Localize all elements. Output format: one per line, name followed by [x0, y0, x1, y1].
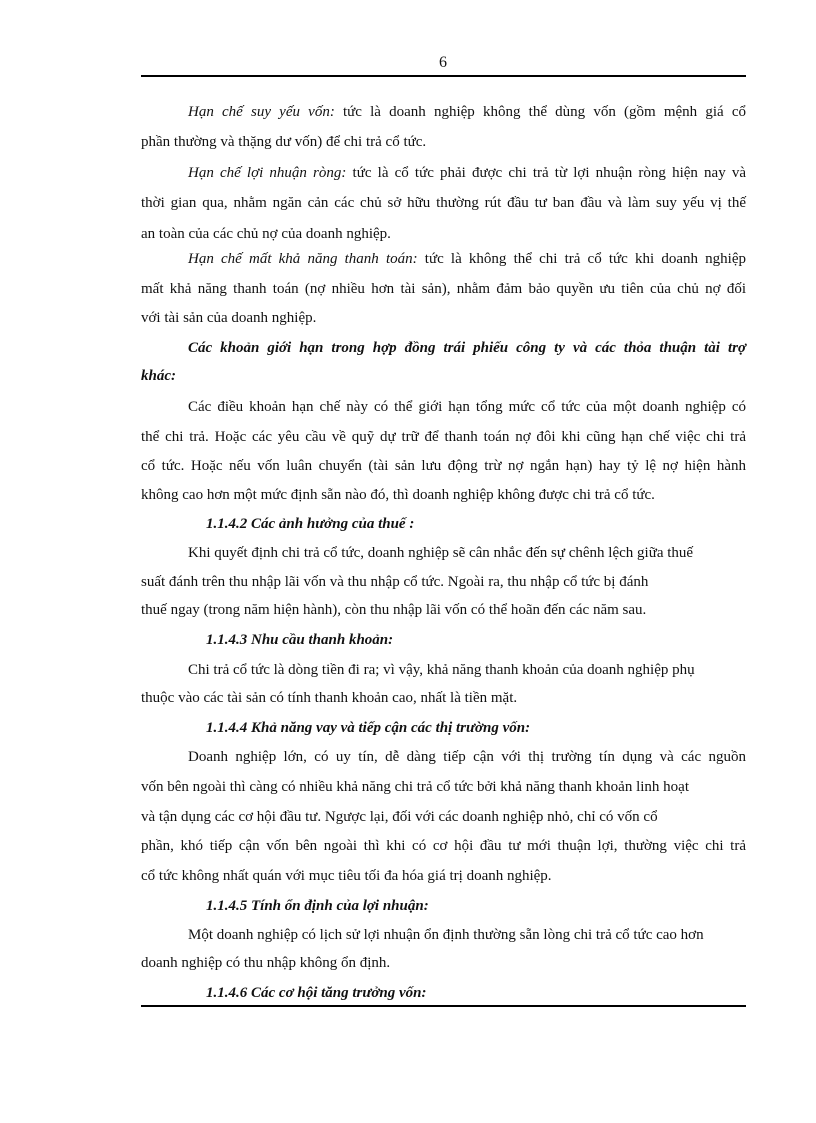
paragraph-line: suất đánh trên thu nhập lãi vốn và thu nhập cổ tức. Ngoài ra, thu nhập cổ tức bị đánh — [141, 574, 649, 590]
paragraph-line: Chi trả cổ tức là dòng tiền đi ra; vì vậy, khả năng thanh khoản của doanh nghiệp phụ — [188, 662, 695, 678]
paragraph-line: Các điều khoản hạn chế này có thể giới hạn tổng mức cổ tức của một doanh nghiệp có — [188, 399, 746, 415]
paragraph-line: phần thường và thặng dư vốn) để chi trả cổ tức. — [141, 134, 427, 150]
paragraph-line: thời gian qua, nhằm ngăn cản các chủ sở hữu thường rút đầu tư ban đầu và làm suy yếu vị thế — [141, 195, 746, 211]
subsection-heading: 1.1.4.5 Tính ổn định của lợi nhuận: — [206, 898, 429, 914]
paragraph-line: cổ tức. Hoặc nếu vốn luân chuyển (tài sản lưu động trừ nợ ngắn hạn) hay tỷ lệ nợ hiện hành — [141, 458, 746, 474]
text-run: tức là cổ tức phải được chi trả từ lợi nhuận ròng hiện nay và — [346, 165, 746, 181]
subsection-heading: 1.1.4.6 Các cơ hội tăng trưởng vốn: — [206, 985, 427, 1001]
page-number: 6 — [439, 54, 447, 71]
paragraph-line: phần, khó tiếp cận vốn bên ngoài thì khi có cơ hội đầu tư mới thuận lợi, thường việc chi trả — [141, 838, 746, 854]
paragraph-line: thuế ngay (trong năm hiện hành), còn thu nhập lãi vốn có thể hoãn đến các năm sau. — [141, 602, 647, 618]
header-rule — [141, 75, 746, 77]
italic-label: Hạn chế lợi nhuận ròng: — [188, 165, 347, 181]
paragraph-line: an toàn của các chủ nợ của doanh nghiệp. — [141, 226, 391, 242]
paragraph-line: không cao hơn một mức định sẵn nào đó, thì doanh nghiệp không được chi trả cổ tức. — [141, 487, 655, 503]
paragraph-line — [188, 249, 746, 269]
text-run: tức là doanh nghiệp không thể dùng vốn (gồm mệnh giá cổ — [334, 104, 746, 120]
text-run: tức là không thể chi trả cổ tức khi doanh nghiệp — [417, 251, 746, 267]
section-heading: khác: — [141, 368, 176, 384]
paragraph-line: mất khả năng thanh toán (nợ nhiều hơn tài sản), nhằm đảm bảo quyền ưu tiên của chủ nợ đối — [141, 281, 746, 297]
paragraph-line: vốn bên ngoài thì càng có nhiều khả năng chi trả cổ tức bởi khả năng thanh khoản linh hoạt — [141, 779, 689, 795]
subsection-heading: 1.1.4.2 Các ảnh hưởng của thuế : — [206, 516, 415, 532]
paragraph-line: thuộc vào các tài sản có tính thanh khoản cao, nhất là tiền mặt. — [141, 690, 518, 706]
footer-rule — [141, 1005, 746, 1007]
paragraph-line: Một doanh nghiệp có lịch sử lợi nhuận ổn định thường sẵn lòng chi trả cổ tức cao hơn — [188, 927, 704, 943]
paragraph-line: Doanh nghiệp lớn, có uy tín, dễ dàng tiếp cận với thị trường tín dụng và các nguồn — [188, 749, 746, 765]
section-heading: Các khoản giới hạn trong hợp đồng trái phiếu công ty và các thỏa thuận tài trợ — [188, 340, 746, 356]
italic-label: Hạn chế suy yếu vốn: — [188, 104, 335, 120]
paragraph-line — [188, 163, 746, 183]
paragraph-line: cổ tức không nhất quán với mục tiêu tối đa hóa giá trị doanh nghiệp. — [141, 868, 552, 884]
paragraph-line: doanh nghiệp có thu nhập không ổn định. — [141, 955, 391, 971]
paragraph-line: và tận dụng các cơ hội đầu tư. Ngược lại, đối với các doanh nghiệp nhỏ, chỉ có vốn cổ — [141, 809, 658, 825]
paragraph-line: thể chi trả. Hoặc các yêu cầu về quỹ dự trữ để thanh toán nợ đôi khi cũng hạn chế việc chi trả — [141, 429, 746, 445]
subsection-heading: 1.1.4.4 Khả năng vay và tiếp cận các thị trường vốn: — [206, 720, 531, 736]
subsection-heading: 1.1.4.3 Nhu cầu thanh khoản: — [206, 632, 394, 648]
paragraph-line: với tài sản của doanh nghiệp. — [141, 310, 317, 326]
paragraph-line: Khi quyết định chi trả cổ tức, doanh nghiệp sẽ cân nhắc đến sự chênh lệch giữa thuế — [188, 545, 694, 561]
italic-label: Hạn chế mất khả năng thanh toán: — [188, 251, 418, 267]
paragraph-line — [188, 102, 746, 122]
